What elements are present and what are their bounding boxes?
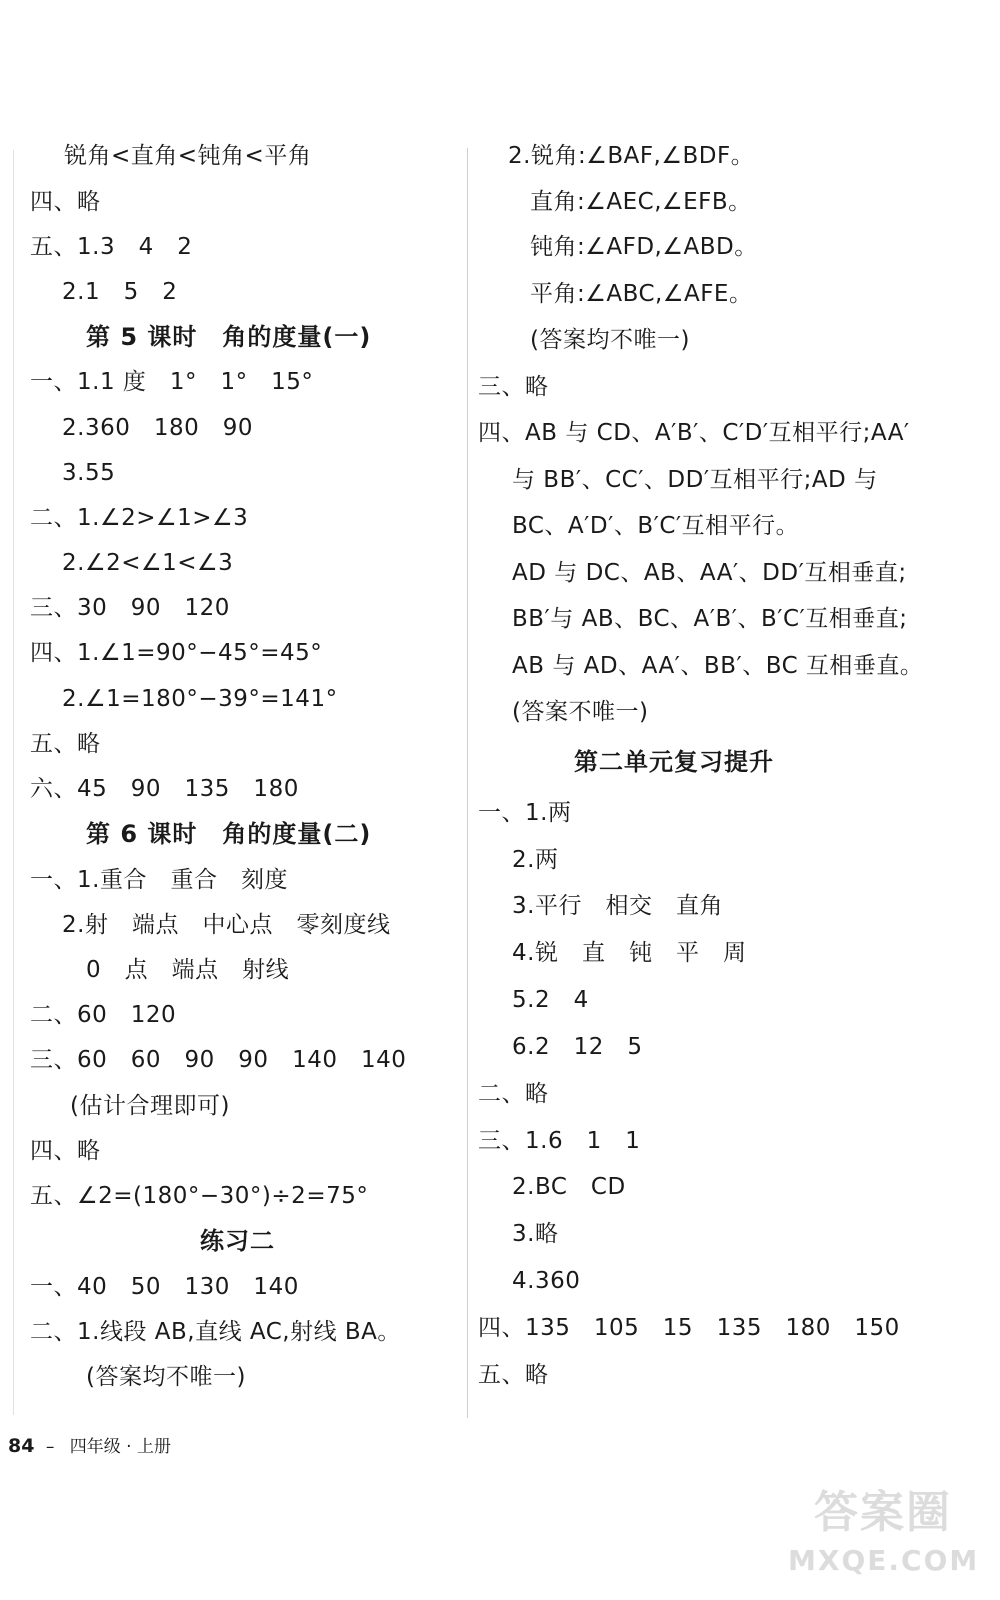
answer-line: BB′与 AB、BC、A′B′、B′C′互相垂直; xyxy=(512,606,908,632)
answer-line: 三、1.6 1 1 xyxy=(478,1128,641,1154)
answer-line: 五、1.3 4 2 xyxy=(30,234,193,260)
answer-line: 五、略 xyxy=(478,1362,549,1388)
answer-line: 一、1.1 度 1° 1° 15° xyxy=(30,369,314,395)
answer-line: 五、略 xyxy=(30,731,101,757)
answer-line: 平角:∠ABC,∠AFE。 xyxy=(530,281,753,307)
answer-line: 二、1.线段 AB,直线 AC,射线 BA。 xyxy=(30,1319,401,1345)
answer-line: 四、AB 与 CD、A′B′、C′D′互相平行;AA′ xyxy=(478,420,910,446)
answer-line: 5.2 4 xyxy=(512,987,589,1013)
answer-line: 6.2 12 5 xyxy=(512,1034,643,1060)
answer-line: BC、A′D′、B′C′互相平行。 xyxy=(512,513,800,539)
answer-line: 一、1.两 xyxy=(478,800,572,826)
answer-line: 2.两 xyxy=(512,847,559,873)
answer-line: 锐角<直角<钝角<平角 xyxy=(64,143,312,169)
answer-line: 2.∠1=180°−39°=141° xyxy=(62,686,338,712)
answer-line: 四、略 xyxy=(30,189,101,215)
answer-line: 2.BC CD xyxy=(512,1174,626,1200)
page-footer xyxy=(8,1432,171,1457)
answer-line: 4.锐 直 钝 平 周 xyxy=(512,940,747,966)
left-margin-rule xyxy=(13,150,14,1415)
answer-line: 四、1.∠1=90°−45°=45° xyxy=(30,640,323,666)
footer-dash: – xyxy=(45,1437,55,1457)
grade-label: 四年级 · 上册 xyxy=(69,1437,171,1457)
section-title: 第二单元复习提升 xyxy=(574,748,774,776)
answer-line: (答案均不唯一) xyxy=(530,327,690,353)
answer-line: 一、40 50 130 140 xyxy=(30,1274,299,1300)
answer-line: 三、60 60 90 90 140 140 xyxy=(30,1047,407,1073)
answer-line: 一、1.重合 重合 刻度 xyxy=(30,867,288,893)
answer-line: 2.∠2<∠1<∠3 xyxy=(62,550,234,576)
answer-line: 2.1 5 2 xyxy=(62,279,178,305)
answer-line: (估计合理即可) xyxy=(70,1093,230,1119)
answer-line: 3.略 xyxy=(512,1221,559,1247)
answer-line: (答案均不唯一) xyxy=(86,1364,246,1390)
answer-line: 0 点 端点 射线 xyxy=(86,957,290,983)
answer-line: 与 BB′、CC′、DD′互相平行;AD 与 xyxy=(512,467,878,493)
answer-line: 2.360 180 90 xyxy=(62,415,254,441)
watermark-text-bottom: MXQE.COM xyxy=(788,1544,980,1577)
section-title: 第 5 课时 角的度量(一) xyxy=(86,323,372,351)
watermark-logo xyxy=(788,1485,978,1595)
answer-line: 五、∠2=(180°−30°)÷2=75° xyxy=(30,1183,369,1209)
answer-line: 3.平行 相交 直角 xyxy=(512,893,723,919)
answer-line: 二、60 120 xyxy=(30,1002,177,1028)
answer-line: 三、略 xyxy=(478,374,549,400)
answer-line: 六、45 90 135 180 xyxy=(30,776,299,802)
answer-line: 4.360 xyxy=(512,1268,581,1294)
answer-line: AB 与 AD、AA′、BB′、BC 互相垂直。 xyxy=(512,653,924,679)
answer-line: (答案不唯一) xyxy=(512,699,649,725)
answer-line: AD 与 DC、AB、AA′、DD′互相垂直; xyxy=(512,560,907,586)
answer-line: 2.射 端点 中心点 零刻度线 xyxy=(62,912,391,938)
section-title: 第 6 课时 角的度量(二) xyxy=(86,820,372,848)
answer-line: 钝角:∠AFD,∠ABD。 xyxy=(530,234,758,260)
section-title: 练习二 xyxy=(200,1227,275,1255)
answer-line: 三、30 90 120 xyxy=(30,595,230,621)
answer-line: 3.55 xyxy=(62,460,116,486)
page-number: 84 xyxy=(8,1435,35,1457)
answer-line: 2.锐角:∠BAF,∠BDF。 xyxy=(508,143,755,169)
column-divider xyxy=(467,148,468,1418)
answer-line: 直角:∠AEC,∠EFB。 xyxy=(530,189,752,215)
answer-line: 二、略 xyxy=(478,1081,549,1107)
answer-line: 二、1.∠2>∠1>∠3 xyxy=(30,505,249,531)
answer-line: 四、略 xyxy=(30,1138,101,1164)
watermark-text-top: 答案圈 xyxy=(814,1487,952,1538)
answer-line: 四、135 105 15 135 180 150 xyxy=(478,1315,900,1341)
